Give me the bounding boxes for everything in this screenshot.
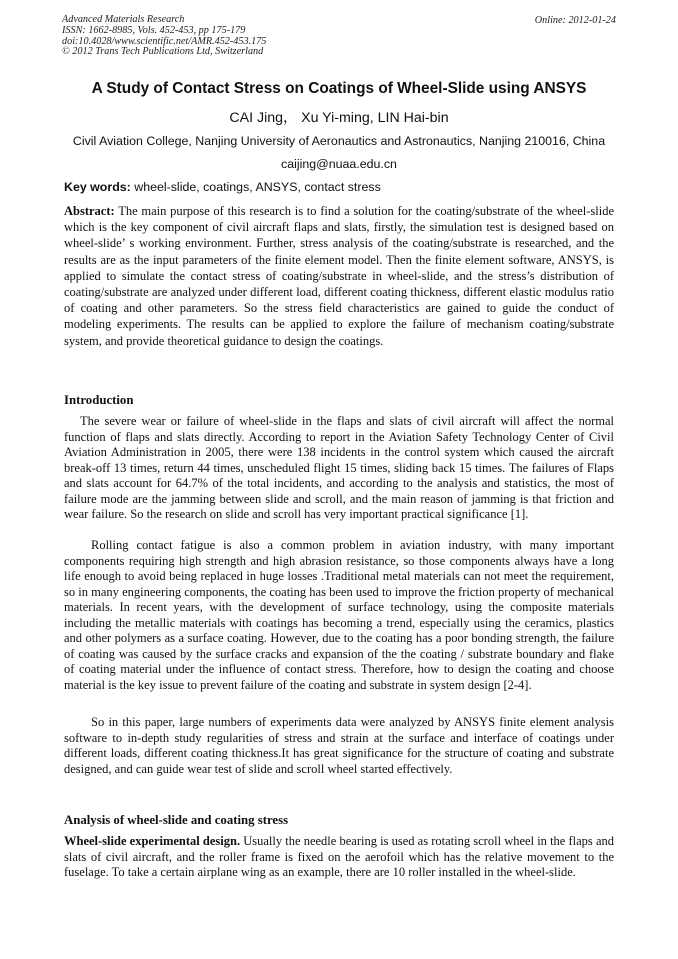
doi-line: doi:10.4028/www.scientific.net/AMR.452-453.175 [62,35,267,47]
author-list: CAI Jing， Xu Yi-ming, LIN Hai-bin [229,110,449,126]
paper-title: A Study of Contact Stress on Coatings of Wheel-Slide using ANSYS [91,80,587,97]
analysis-runin-heading: Wheel-slide experimental design. [64,834,241,848]
analysis-paragraph [64,834,614,881]
introduction-paragraph-1: The severe wear or failure of wheel-slide in the flaps and slats of civil aircraft will affect the normal function of flaps and slats directly. According to report in the Aviation Safety Technology Center of Civil Aviation Administration in 2005, there were 138 incidents in the control system which caused the aircraft break-off 13 times, return 44 times, unscheduled flight 15 times, sliding back 15 times. The failures of Flaps and slats account for 64.7% of the total incidents, and according to the analysis and statistics, the most of failure mode are the jamming between slide and scroll, and the main reason of jamming is that friction and wear failure. So the research on slide and scroll has very important practical significance [1]. [64,414,614,522]
analysis-heading: Analysis of wheel-slide and coating stress [64,813,289,827]
author-email: caijing@nuaa.edu.cn [281,157,397,171]
introduction-paragraph-2: Rolling contact fatigue is also a common problem in aviation industry, with many important components requiring high strength and high abrasion resistance, so those components always have a long life enough to avoid being replaced in huge losses .Traditional metal materials can not meet the requirement, so in many engineering components, the coating has been used to improve the friction property of mechanical materials. In recent years, with the development of surface technology, using the composite materials including the metallic materials with coatings has becoming a trend, especially using the ceramics, plastics and other polymers as a surface coating. However, due to the coating has a poor bonding strength, the failure of coating was caused by the surface cracks and expansion of the the coating / substrate boundary and flake of coating material under the influence of contact stress. Therefore, how to design the coating and choose material is the key issue to prevent failure of the coating and substrate in system design [2-4]. [64,538,614,692]
issn-line: ISSN: 1662-8985, Vols. 452-453, pp 175-179 [62,24,246,36]
journal-meta [62,15,266,58]
online-date: Online: 2012-01-24 [534,15,616,26]
introduction-heading: Introduction [64,393,134,407]
introduction-paragraph-3: So in this paper, large numbers of experiments data were analyzed by ANSYS finite element analysis software to in-depth study regularities of stress and strain at the surface and interface of coatings under different loads, different coating thickness.It has great significance for the structure of coating and substrate designed, and can guide wear test of slide and scroll wheel started effectively. [64,715,614,776]
abstract-label: Abstract: [64,204,115,218]
copyright-line: © 2012 Trans Tech Publications Ltd, Switzerland [62,46,264,58]
keywords-text: wheel-slide, coatings, ANSYS, contact stress [130,180,381,194]
abstract-paragraph [64,203,614,349]
analysis-text: Usually the needle bearing is used as rotating scroll wheel in the flaps and slats of civil aircraft, and the roller frame is fixed on the aerofoil which has the relative movement to the fuselage. To take a certain airplane wing as an example, there are 10 roller installed in the wheel-slide. [64,834,614,880]
journal-name: Advanced Materials Research [62,14,185,25]
keywords-line [64,180,381,194]
abstract-text: The main purpose of this research is to find a solution for the coating/substrate of the wheel-slide which is the key component of civil aircraft flaps and slats, firstly, the simulation test is designed based on wheel-slide’ s working environment. Further, stress analysis of the coating/substrate is researched, and the results are as the input parameters of the finite element model. Then the finite element software, ANSYS, is applied to simulate the contact stress of coating/substrate in wheel-slide, and the stress’s distribution of coating/substrate are analyzed under different load, different coating thickness, different elastic modulus ratio of coating and other parameters. So the stress field characteristics are gained to guide the conduct of modeling experiments. The results can be applied to explore the failure of mechanism coating/substrate system, and provide theoretical guidance to design the coatings. [64,204,614,348]
keywords-label: Key words: [64,180,131,194]
affiliation: Civil Aviation College, Nanjing University of Aeronautics and Astronautics, Nanjing 210016, China [72,134,606,148]
